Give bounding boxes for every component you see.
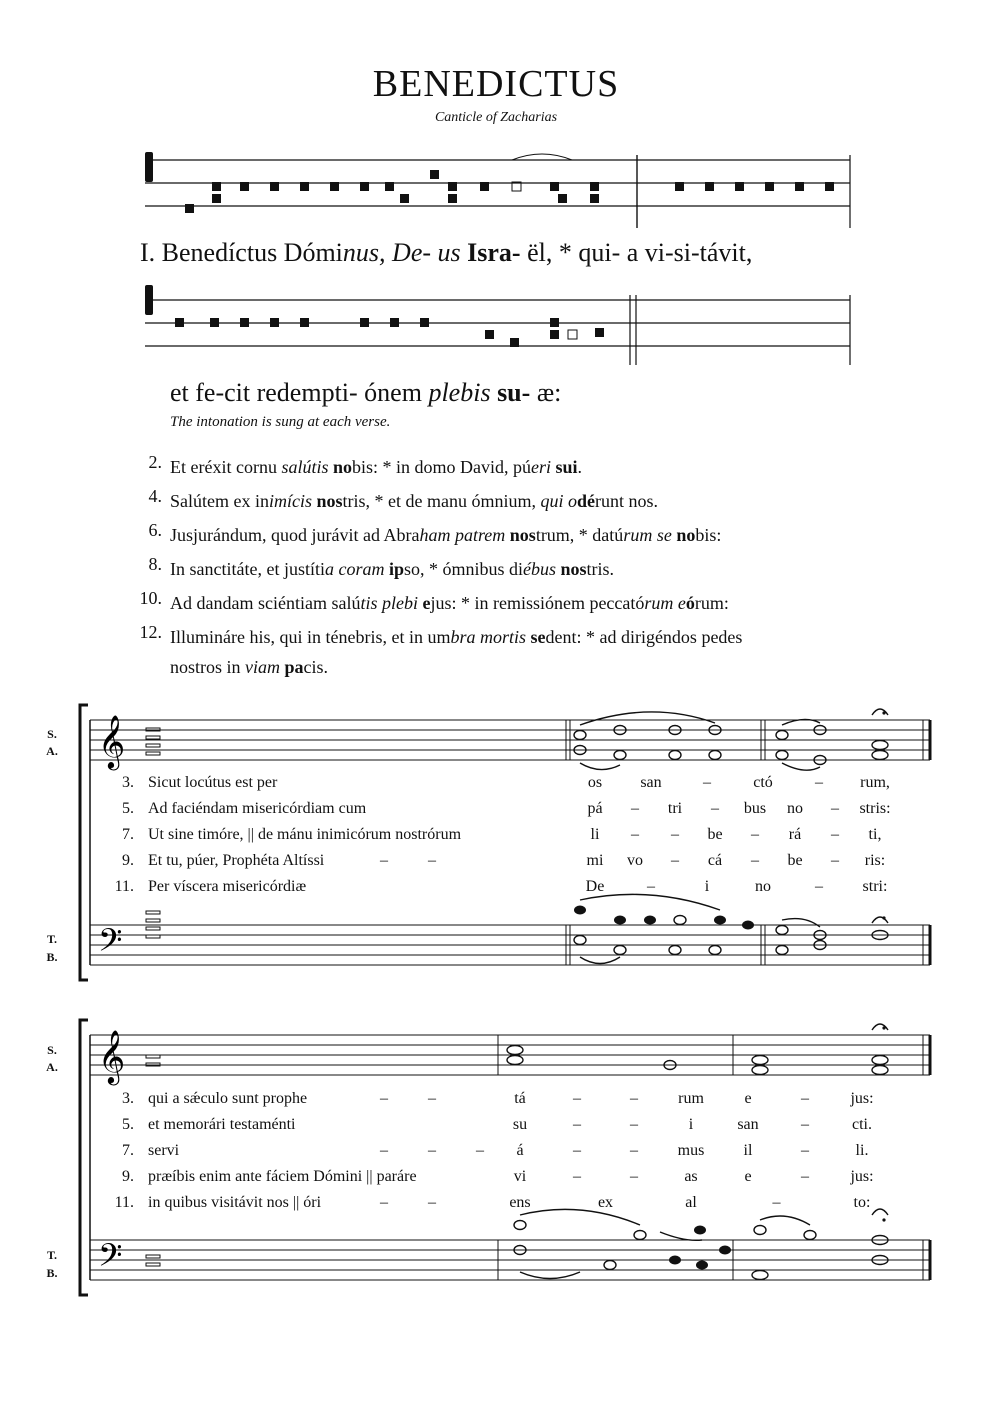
syllable: – [647, 878, 655, 895]
hyphen-text: – – – [380, 1142, 484, 1159]
syllable: li. [855, 1142, 869, 1159]
verse-text [170, 554, 870, 584]
syllable: – [630, 1116, 638, 1133]
label-a: A. [46, 744, 58, 758]
verse-fragment: viam [245, 657, 281, 677]
syllable: vi [513, 1168, 527, 1185]
verse-fragment: Jusjurándum, quod jurávit ad Abra [170, 525, 420, 545]
verse-fragment: ó [685, 593, 695, 613]
verse-fragment: imícis [268, 491, 312, 511]
syllable: stris: [859, 800, 891, 817]
syllable: rum [678, 1090, 704, 1107]
syllable: – [703, 774, 711, 791]
syllable: ctó [753, 774, 773, 791]
verse-fragment: Et eréxit cornu [170, 457, 282, 477]
hyphen-text: – – [380, 852, 436, 869]
syllable: – [831, 800, 839, 817]
syllable: – [630, 1168, 638, 1185]
syllable: ris: [864, 852, 886, 869]
syllable: – [631, 800, 639, 817]
verse-fragment: so, * ómnibus di [403, 559, 523, 579]
syllable: san [737, 1116, 759, 1133]
verse-number: 11. [114, 878, 134, 895]
syllable: – [831, 826, 839, 843]
syllable: De [585, 878, 605, 895]
page-subtitle: Canticle of Zacharias [434, 110, 558, 125]
syllable: – [711, 800, 719, 817]
syllable: be [707, 826, 723, 843]
verse-fragment: tris, * et de manu ómnium, [342, 491, 541, 511]
verse-fragment: trum, * datú [535, 525, 624, 545]
label-s: S. [47, 727, 57, 741]
label-b-2: B. [46, 1266, 58, 1280]
chant-staff-2 [140, 280, 860, 365]
syllable: – [815, 878, 823, 895]
label-t-2: T. [46, 1248, 58, 1262]
syllable: – [801, 1090, 809, 1107]
syllable: – [573, 1116, 581, 1133]
syllable: san [640, 774, 662, 791]
verse-fragment: sui [555, 457, 578, 477]
hyphen-text: – – [380, 1194, 436, 1211]
chant-text-2a: et fe-cit redempti- ónem [170, 378, 429, 407]
verse-fragment: dé [577, 491, 595, 511]
verse-fragment: nostros in [170, 657, 246, 677]
verse-fragment: bis: [695, 525, 722, 545]
verse-fragment: tris. [586, 559, 615, 579]
syllable: – [573, 1168, 581, 1185]
verse-fragment: no [676, 525, 696, 545]
clef-icon [145, 152, 153, 182]
verse-number: 7. [122, 826, 134, 843]
verse-fragment: Salútem ex in [170, 491, 269, 511]
label-t: T. [46, 932, 58, 946]
verse-text [170, 486, 870, 516]
syllable: – [815, 774, 823, 791]
verse-text [170, 520, 870, 550]
verse-fragment: ébus [523, 559, 556, 579]
recitation-text: Ut sine timóre, || de mánu inimicórum nostrórum [148, 826, 462, 843]
recitation-text: Per víscera misericórdiæ [148, 878, 307, 895]
verse-fragment: pa [284, 657, 304, 677]
syllable: e [744, 1090, 752, 1107]
chant-text-line-1 [140, 238, 752, 268]
recitation-text: Sicut locútus est per [148, 774, 278, 791]
syllable: – [671, 852, 679, 869]
syllable: os [587, 774, 603, 791]
verse-fragment: Ad dandam sciéntiam salú [170, 593, 361, 613]
syllable: pá [587, 800, 603, 817]
syllable: be [787, 852, 803, 869]
treble-clef-icon-2: 𝄞 [98, 1029, 126, 1083]
verse-text [170, 452, 870, 482]
verse-fragment: dent: * ad dirigéndos pedes [545, 627, 743, 647]
verse-fragment: jus: * in remissiónem peccató [430, 593, 645, 613]
syllable: ens [509, 1194, 531, 1211]
verse-number: 9. [122, 852, 134, 869]
syllable: no [755, 878, 771, 895]
verse-fragment: nos [560, 559, 587, 579]
clef-icon-2 [145, 285, 153, 315]
syllable: i [704, 878, 710, 895]
label-b: B. [46, 950, 58, 964]
verse-fragment: ham patrem [419, 525, 506, 545]
chant-text-2d: su- [497, 378, 531, 407]
syllable: vo [627, 852, 643, 869]
verse-number: 7. [122, 1142, 134, 1159]
chant-text-2e: æ: [530, 378, 562, 407]
verse-number: 6. [148, 520, 162, 540]
syllable: tá [514, 1090, 526, 1107]
chant-text-1a: I. Benedíctus Dómi [140, 238, 343, 267]
syllable: – [630, 1090, 638, 1107]
verse-fragment: Illumináre his, qui in ténebris, et in um [170, 627, 451, 647]
verse-fragment: In sanctitáte, et justíti [170, 559, 325, 579]
verse-number: 5. [122, 800, 134, 817]
verse-fragment: . [577, 457, 583, 477]
syllable: to: [853, 1194, 871, 1211]
verse-fragment: e [422, 593, 431, 613]
label-s-2: S. [47, 1043, 57, 1057]
verse-number: 10. [139, 588, 162, 608]
recitation-text: in quibus visitávit nos || óri [148, 1194, 322, 1211]
recitation-text: et memorári testaménti [148, 1116, 296, 1133]
syllable: ti, [868, 826, 882, 843]
syllable: – [573, 1090, 581, 1107]
label-a-2: A. [46, 1060, 58, 1074]
chant-text-1d: Isra- [467, 238, 521, 267]
syllable: al [685, 1194, 697, 1211]
syllable: – [801, 1142, 809, 1159]
verse-fragment: bis: * in domo David, pú [352, 457, 531, 477]
syllable: su [512, 1116, 528, 1133]
verse-number: 3. [122, 1090, 134, 1107]
syllable: e [744, 1168, 752, 1185]
syllable: tri [667, 800, 683, 817]
verse-number: 4. [148, 486, 162, 506]
verse-fragment: runt nos. [595, 491, 658, 511]
verse-number: 9. [122, 1168, 134, 1185]
syllable: rum, [860, 774, 890, 791]
verse-text [170, 622, 870, 682]
syllable: – [751, 826, 759, 843]
verse-fragment: no [332, 457, 352, 477]
verse-fragment: nos [316, 491, 343, 511]
chant-text-1b: nus, [342, 238, 386, 267]
syllable: – [751, 852, 759, 869]
verse-number: 2. [148, 452, 162, 472]
verse-fragment: rum e [644, 593, 686, 613]
verse-fragment: o [568, 491, 577, 511]
recitation-text: servi [148, 1142, 180, 1159]
chant-text-line-2 [170, 378, 561, 408]
verse-fragment: eri [531, 457, 551, 477]
verse-fragment: cis. [303, 657, 329, 677]
chant-staff-1 [140, 150, 860, 230]
syllable: jus: [850, 1090, 874, 1107]
chant-text-2b: plebis [428, 378, 491, 407]
page-title: BENEDICTUS [372, 63, 620, 105]
intonation-note: The intonation is sung at each verse. [170, 414, 391, 430]
verse-number: 12. [139, 622, 162, 642]
recitation-text: qui a sǽculo sunt prophe [148, 1090, 308, 1107]
verse-fragment: ip [388, 559, 404, 579]
recitation-text: Ad faciéndam misericórdiam cum [148, 800, 367, 817]
syllable: cá [707, 852, 723, 869]
recitation-text: Et tu, púer, Prophéta Altíssi [148, 852, 325, 869]
syllable: – [801, 1116, 809, 1133]
verse-fragment: qui [540, 491, 564, 511]
verse-fragment: a coram [324, 559, 385, 579]
verse-number: 8. [148, 554, 162, 574]
syllable: – [772, 1194, 781, 1211]
syllable: mi [586, 852, 604, 869]
syllable: ex [597, 1194, 614, 1211]
syllable: stri: [862, 878, 888, 895]
verse-fragment: rum: [694, 593, 729, 613]
syllable: i [688, 1116, 694, 1133]
syllable: – [573, 1142, 581, 1159]
verse-fragment: salútis [281, 457, 329, 477]
syllable: – [630, 1142, 638, 1159]
syllable: á [516, 1142, 524, 1159]
verse-number: 5. [122, 1116, 134, 1133]
chant-text-1e: ël, * qui- a vi-si-távit, [520, 238, 753, 267]
syllable: li [590, 826, 600, 843]
syllable: – [801, 1168, 809, 1185]
syllable: no [787, 800, 803, 817]
verse-text [170, 588, 870, 618]
syllable: – [631, 826, 639, 843]
hyphen-text: – – [380, 1090, 436, 1107]
verse-fragment: se [530, 627, 546, 647]
recitation-text: præíbis enim ante fáciem Dómini || paráre [148, 1168, 417, 1185]
treble-clef-icon: 𝄞 [98, 714, 126, 768]
syllable: bus [743, 800, 767, 817]
verse-number: 3. [122, 774, 134, 791]
syllable: as [684, 1168, 698, 1185]
syllable: mus [677, 1142, 705, 1159]
syllable: – [671, 826, 679, 843]
syllable: jus: [850, 1168, 874, 1185]
bass-clef-icon: 𝄢 [98, 922, 123, 966]
verse-fragment: nos [509, 525, 536, 545]
bass-clef-icon-2: 𝄢 [98, 1237, 123, 1281]
syllable: – [831, 852, 839, 869]
syllable: il [743, 1142, 753, 1159]
verse-fragment: tis plebi [360, 593, 418, 613]
verse-fragment: rum se [623, 525, 672, 545]
syllable: rá [788, 826, 802, 843]
chant-text-1c: De- us [385, 238, 468, 267]
syllable: cti. [852, 1116, 872, 1133]
verse-fragment: bra mortis [450, 627, 526, 647]
verse-number: 11. [114, 1194, 134, 1211]
